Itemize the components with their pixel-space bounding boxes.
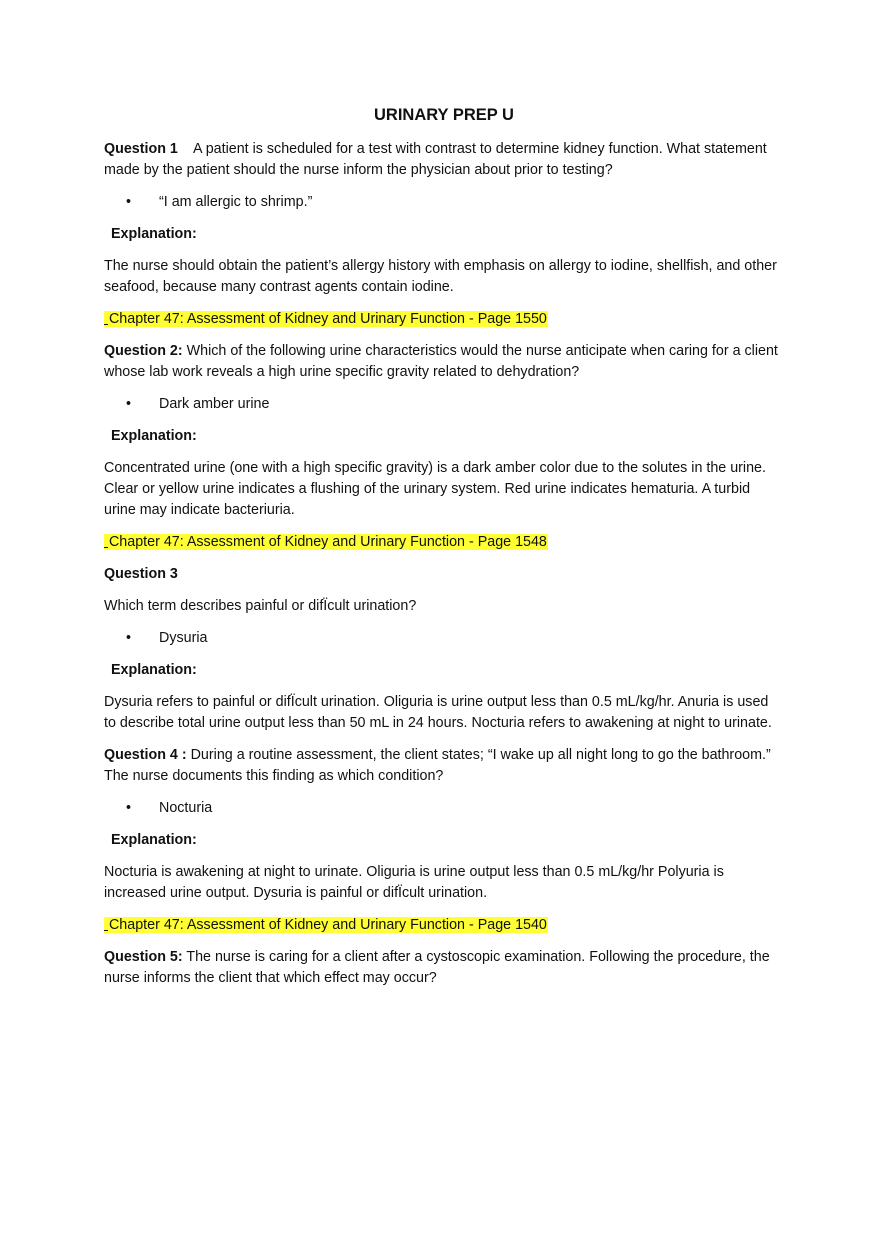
document-title: URINARY PREP U — [374, 106, 514, 124]
question-1-text: A patient is scheduled for a test with contrast to determine kidney function. What statement made by the patient should the nurse inform the physician about prior to testing? — [104, 141, 767, 178]
document-page — [104, 104, 784, 1000]
question-5 — [104, 947, 784, 989]
question-1-reference-text: Chapter 47: Assessment of Kidney and Urinary Function - Page 1550 — [108, 311, 547, 327]
question-4 — [104, 745, 784, 787]
question-1 — [104, 139, 784, 181]
bullet-icon: • — [126, 396, 132, 412]
question-3-explanation: Dysuria refers to painful or difÏcult urination. Oliguria is urine output less than 0.5 mL/kg/hr. Anuria is used to describe total urine output less than 50 mL in 24 hours. Nocturia refers to awakening at night to urinate. — [104, 694, 772, 731]
question-2-answer-text: Dark amber urine — [159, 396, 270, 412]
question-1-answer-list — [104, 192, 784, 213]
question-3-label: Question 3 — [104, 566, 178, 582]
question-5-label: Question 5: — [104, 949, 183, 965]
question-3-answer — [104, 628, 784, 649]
question-5-text: The nurse is caring for a client after a cystoscopic examination. Following the procedure, the nurse informs the client that which effect may occur? — [104, 949, 770, 986]
question-1-explanation-label: Explanation: — [111, 226, 197, 242]
question-2-reference — [104, 532, 784, 553]
question-3-answer-text: Dysuria — [159, 630, 208, 646]
question-4-answer-text: Nocturia — [159, 800, 213, 816]
question-4-label: Question 4 : — [104, 747, 187, 763]
question-4-answer-list — [104, 798, 784, 819]
question-2-label: Question 2: — [104, 343, 183, 359]
question-3-answer-list — [104, 628, 784, 649]
question-4-explanation: Nocturia is awakening at night to urinate. Oliguria is urine output less than 0.5 mL/kg/hr Polyuria is increased urine output. Dysuria is painful or difÏcult urination. — [104, 864, 724, 901]
bullet-icon: • — [126, 800, 132, 816]
question-4-reference — [104, 915, 784, 936]
question-3-explanation-label: Explanation: — [111, 662, 197, 678]
question-2-explanation: Concentrated urine (one with a high specific gravity) is a dark amber color due to the solutes in the urine. Clear or yellow urine indicates a flushing of the urinary system. Red urine indicates hematuria. A turbid urine may indicate bacteriuria. — [104, 460, 766, 518]
question-4-explanation-label: Explanation: — [111, 832, 197, 848]
question-3 — [104, 564, 784, 585]
question-1-explanation: The nurse should obtain the patient’s allergy history with emphasis on allergy to iodine, shellfish, and other seafood, because many contrast agents contain iodine. — [104, 258, 777, 295]
question-2-reference-text: Chapter 47: Assessment of Kidney and Urinary Function - Page 1548 — [108, 534, 547, 550]
question-1-reference — [104, 309, 784, 330]
question-2-text: Which of the following urine characteristics would the nurse anticipate when caring for a client whose lab work reveals a high urine specific gravity related to dehydration? — [104, 343, 778, 380]
question-1-label: Question 1 — [104, 141, 178, 157]
bullet-icon: • — [126, 194, 132, 210]
question-2-explanation-label: Explanation: — [111, 428, 197, 444]
question-4-text: During a routine assessment, the client states; “I wake up all night long to go the bathroom.” The nurse documents this finding as which condition? — [104, 747, 771, 784]
question-1-answer-text: “I am allergic to shrimp.” — [159, 194, 313, 210]
question-3-text: Which term describes painful or difÏcult urination? — [104, 598, 417, 614]
question-4-answer — [104, 798, 784, 819]
question-2-answer — [104, 394, 784, 415]
question-1-answer — [104, 192, 784, 213]
question-4-reference-text: Chapter 47: Assessment of Kidney and Urinary Function - Page 1540 — [108, 917, 547, 933]
question-2-answer-list — [104, 394, 784, 415]
question-2 — [104, 341, 784, 383]
bullet-icon: • — [126, 630, 132, 646]
